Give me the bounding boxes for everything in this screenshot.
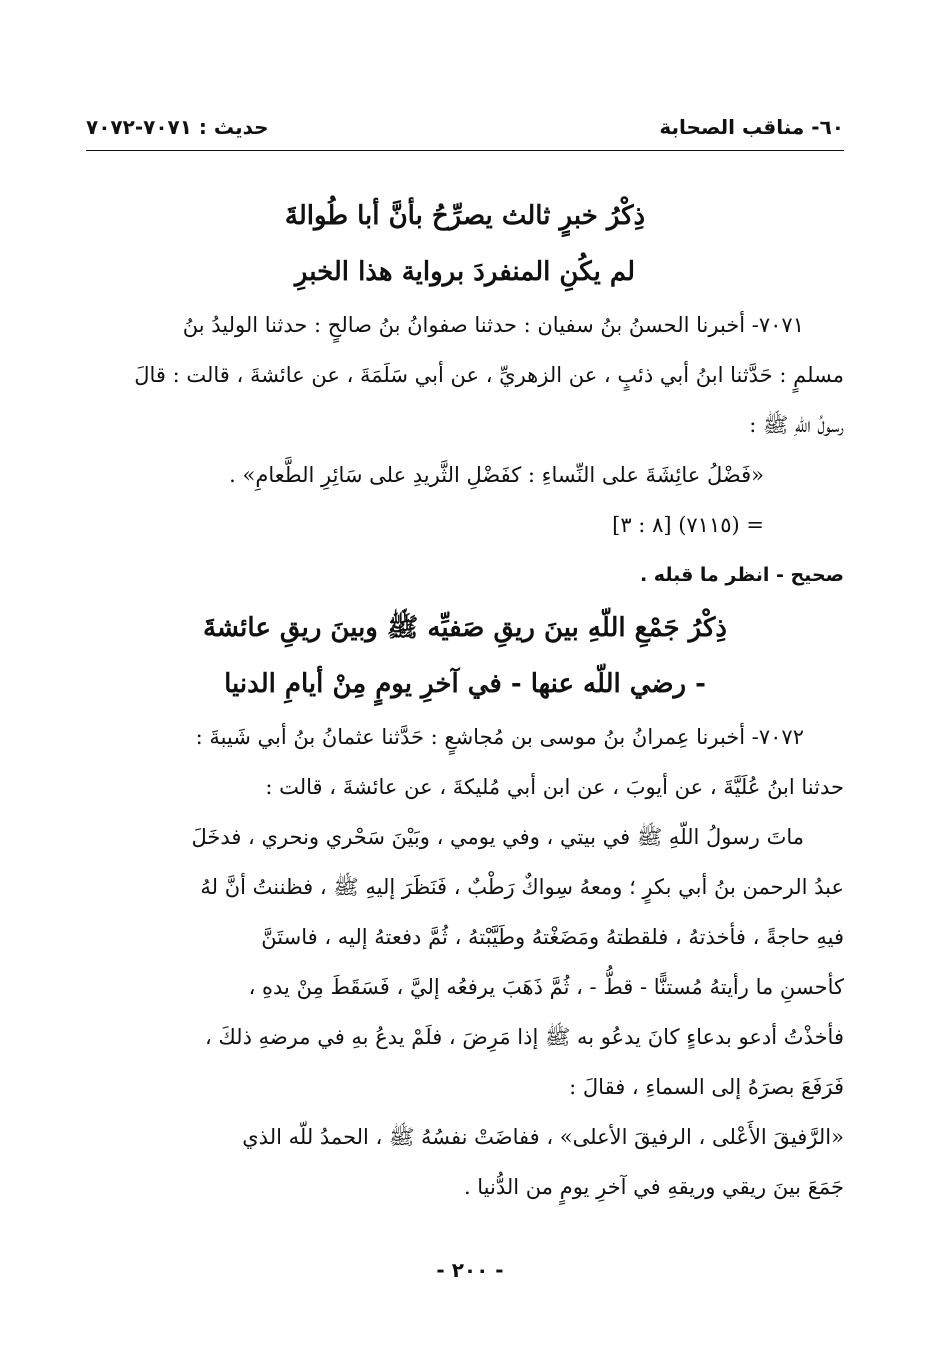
header-divider	[86, 150, 844, 151]
chapter-title: ٦٠- مناقب الصحابة	[659, 115, 844, 139]
hadith-line: ٧٠٧١- أخبرنا الحسنُ بنُ سفيان : حدثنا صفوانُ بنُ صالحٍ : حدثنا الوليدُ بنُ	[182, 313, 804, 337]
hadith-7072	[86, 712, 844, 1212]
hadith-line: مسلمٍ : حَدَّثنا ابنُ أبي ذئبٍ ، عن الزهريِّ ، عن أبي سَلَمَةَ ، عن عائشةَ ، قالت : قالَ	[134, 363, 844, 387]
hadith-line: عبدُ الرحمن بنُ أبي بكرٍ ؛ ومعهُ سِواكٌ رَطْبٌ ، فَنَظَرَ إليهِ ﷺ ، فظننتُ أنَّ لهُ	[200, 875, 844, 899]
heading-line: - رضي اللّه عنها - في آخرِ يومٍ مِنْ أيامِ الدنيا	[224, 669, 706, 699]
hadith-line: جَمَعَ بينَ ريقي وريقهِ في آخرِ يومٍ من الدُّنيا .	[463, 1175, 844, 1199]
page-header	[86, 112, 844, 142]
hadith-line: فيهِ حاجةً ، فأخذتهُ ، فلقطتهُ ومَضَغْتهُ وطَيَّبْتهُ ، ثُمَّ دفعتهُ إليه ، فاستَنَّ	[261, 925, 844, 949]
hadith-grading: صحيح - انظر ما قبله .	[639, 564, 844, 586]
heading-line: ذِكْرُ خبرٍ ثالث يصرِّحُ بأنَّ أبا طُوالةَ	[284, 201, 646, 231]
hadith-line: كأحسنِ ما رأيتهُ مُستنًّا - قطُّ - ، ثُمَّ ذَهَبَ يرفعُه إليَّ ، فَسَقَطَ مِنْ يدهِ ،	[248, 975, 844, 999]
hadith-line: حدثنا ابنُ عُلَيَّةَ ، عن أيوبَ ، عن ابن أبي مُليكةَ ، عن عائشةَ ، قالت :	[265, 775, 844, 799]
section-heading-2	[86, 600, 844, 712]
hadith-line: «الرَّفيقَ الأَعْلى ، الرفيقَ الأعلى» ، ففاضَتْ نفسُهُ ﷺ ، الحمدُ للّه الذي	[242, 1125, 844, 1149]
hadith-line: ماتَ رسولُ اللّهِ ﷺ في بيتي ، وفي يومي ، وبَيْنَ سَحْري ونحري ، فدخَلَ	[191, 825, 804, 849]
hadith-line: فَرَفَعَ بصرَهُ إلى السماءِ ، فقالَ :	[569, 1075, 844, 1099]
hadith-line: ٧٠٧٢- أخبرنا عِمرانُ بنُ موسى بن مُجاشعٍ : حَدَّثنا عثمانُ بنُ أبي شَيبةَ :	[195, 725, 804, 749]
hadith-7071	[86, 300, 844, 600]
heading-line: ذِكْرُ جَمْعِ اللّهِ بينَ ريقِ صَفيِّه ﷺ وبينَ ريقِ عائشةَ	[203, 613, 727, 643]
heading-line: لم يكُنِ المنفردَ برواية هذا الخبرِ	[294, 257, 636, 287]
cross-reference: = (٧١١٥) [٨ : ٣]	[612, 513, 764, 537]
hadith-line: فأخذْتُ أدعو بدعاءٍ كانَ يدعُو به ﷺ إذا مَرِضَ ، فلَمْ يدعُ بهِ في مرضهِ ذلكَ ،	[205, 1025, 844, 1049]
page-number: - ٢٠٠ -	[436, 1258, 504, 1282]
hadith-range: حديث : ٧٠٧١-٧٠٧٢	[86, 115, 269, 139]
section-heading-1	[86, 188, 844, 300]
hadith-line: رسولُ اللّهِ ﷺ :	[749, 413, 844, 437]
page-content	[86, 188, 844, 1212]
hadith-quote: «فَضْلُ عائِشَةَ على النِّساءِ : كفَضْلِ الثَّريدِ على سَائِرِ الطَّعامِ» .	[229, 463, 764, 487]
